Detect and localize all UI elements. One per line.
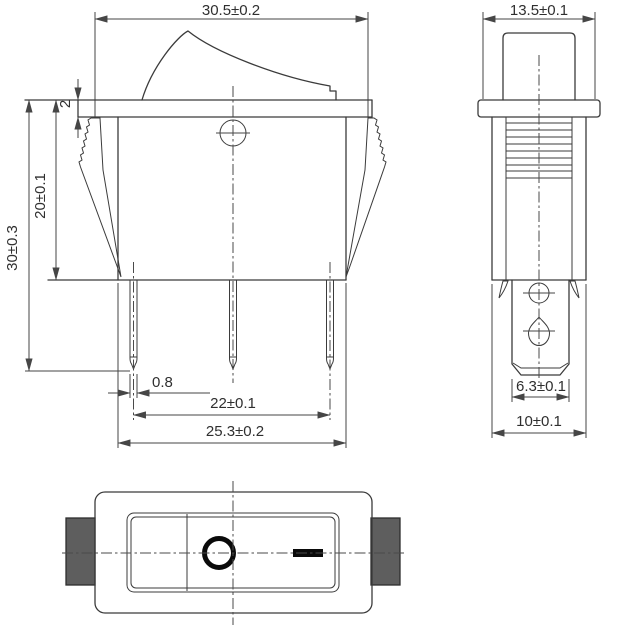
dim-label-terminal-thickness: 0.8 (152, 374, 173, 391)
dim-label-body-width: 25.3±0.2 (205, 423, 265, 440)
panel-view (62, 481, 404, 625)
dim-label-overall-width: 30.5±0.2 (201, 2, 261, 19)
dim-label-overall-depth: 13.5±0.1 (509, 2, 569, 19)
left-prong (499, 281, 508, 298)
dim-label-terminal-spacing: 22±0.1 (210, 395, 256, 412)
terminal-right (327, 262, 334, 420)
terminal-tab-side (512, 280, 569, 375)
dim-label-flange-thickness: 2 (57, 99, 74, 109)
dim-label-total-height: 30±0.3 (4, 225, 21, 271)
terminal-tab-chamfer (513, 363, 568, 368)
dim-label-body-depth: 10±0.1 (516, 413, 562, 430)
right-clip (371, 518, 400, 585)
front-view (4, 2, 386, 448)
side-ribs (506, 123, 572, 178)
dim-label-mount-depth: 20±0.1 (32, 173, 49, 219)
terminal-left (130, 262, 137, 420)
left-clip (66, 518, 95, 585)
left-snap-wing (79, 118, 121, 277)
rocker-actuator-profile (142, 31, 336, 100)
side-view (478, 2, 600, 438)
dim-label-terminal-width: 6.3±0.1 (516, 378, 566, 395)
right-snap-wing (346, 118, 386, 277)
right-prong (570, 281, 579, 298)
